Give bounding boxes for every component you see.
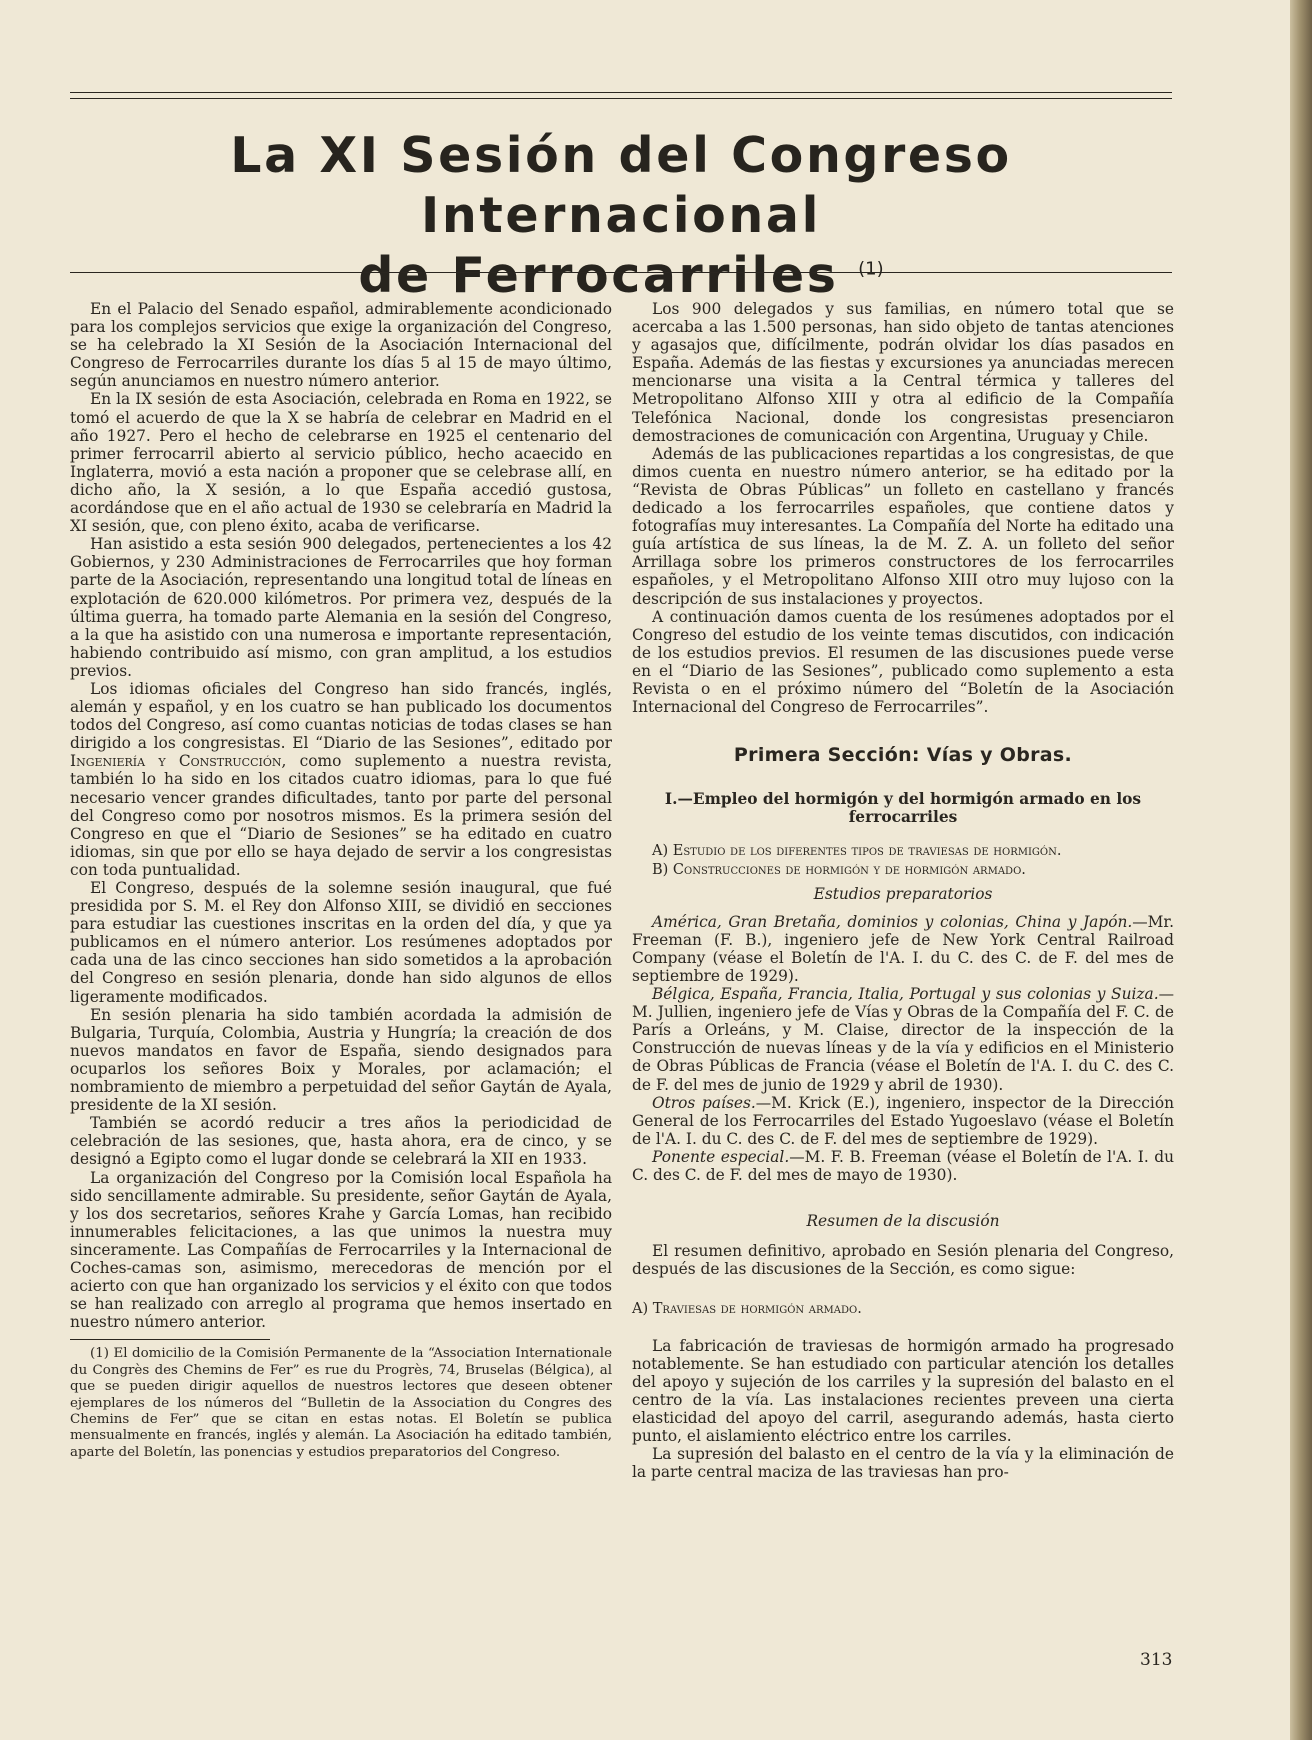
study-text: —Mr. Freeman (F. B.), ingeniero jefe de New York Central Railroad Company (véase el Boletín de l'A. I. du C. des C. de F. del mes de septiembre de 1929). xyxy=(632,912,1174,985)
right-column xyxy=(632,300,1174,1481)
article-title xyxy=(60,126,1182,305)
languages-text-a: Los idiomas oficiales del Congreso han sido francés, inglés, alemán y español, y en los cuatro se han publicado los documentos todos del Congreso, así como cuantas noticias de todas clases se han dirigido a los congresistas. El “Diario de las Sesiones”, editado por xyxy=(70,679,612,753)
right-paragraph: Además de las publicaciones repartidas a los congresistas, de que dimos cuenta en nuestro número anterior, se ha editado por la “Revista de Obras Públicas” un folleto en castellano y francés dedicado a los ferrocarriles españoles, que contiene datos y fotografías muy interesantes. La Compañía del Norte ha editado una guía artística de sus líneas, la de M. Z. A. un folleto del señor Arrillaga sobre los primeros constructores de los ferrocarriles españoles, y el Metropolitano Alfonso XIII otro muy lujoso con la descripción de sus instalaciones y proyectos. xyxy=(632,444,1174,608)
subtopic-b: B) Construcciones de hormigón y de hormigón armado. xyxy=(652,861,1026,878)
left-paragraph: La organización del Congreso por la Comisión local Española ha sido sencillamente admirable. Su presidente, señor Gaytán de Ayala, y los dos secretarios, señores Krahe y García Lomas, han recibido innumerables felicitaciones, a las que unimos la nuestra muy sinceramente. Las Compañías de Ferrocarriles y la Internacional de Coches-camas son, asimismo, merecedoras de mención por el acierto con que han organizado los servicios y el éxito con que todos se han realizado con arreglo al programa que hemos insertado en nuestro número anterior. xyxy=(70,1168,612,1332)
footnote-rule xyxy=(70,1339,270,1340)
study-text: —M. Krick (E.), ingeniero, inspector de la Dirección General de los Ferrocarriles del Estado Yugoeslavo (véase el Boletín de l'A. I. du C. des C. de F. del mes de septiembre de 1929). xyxy=(632,1093,1174,1148)
section-heading: Primera Sección: Vías y Obras. xyxy=(733,744,1073,767)
left-paragraph: Han asistido a esta sesión 900 delegados, pertenecientes a los 42 Gobiernos, y 230 Administraciones de Ferrocarriles que hoy forman parte de la Asociación, representando una longitud total de líneas en explotación de 620.000 kilómetros. Por primera vez, después de la última guerra, ha tomado parte Alemania en la sesión del Congreso, a la que ha asistido con una numerosa e importante representación, habiendo contribuido así mismo, con gran amplitud, a los estudios previos. xyxy=(70,535,612,680)
left-paragraph: El Congreso, después de la solemne sesión inaugural, que fué presidida por S. M. el Rey don Alfonso XIII, se dividió en secciones para estudiar las cuestiones inscritas en la orden del día, y que ya publicamos en el número anterior. Los resúmenes adoptados por cada una de las cinco secciones han sido sometidos a la aprobación del Congreso en sesión plenaria, donde han sido algunos de ellos ligeramente modificados. xyxy=(70,879,612,1006)
study-region: Bélgica, España, Francia, Italia, Portugal y sus colonias y Suiza. xyxy=(652,985,1159,1004)
summary-heading: Resumen de la discusión xyxy=(806,1212,1000,1231)
left-paragraph: También se acordó reducir a tres años la periodicidad de celebración de las sesiones, que, hasta ahora, era de cinco, y se designó a Egipto como el lugar donde se celebrará la XII en 1933. xyxy=(70,1114,612,1169)
footnote: (1) El domicilio de la Comisión Permanente de la “Association Internationale du Congrès des Chemins de Fer” es rue du Progrès, 74, Bruselas (Bélgica), al que se pueden dirigir aquellos de nuestros lectores que deseen obtener ejemplares de los números del “Bulletin de la Association du Congres des Chemins de Fer” que se citan en estas notas. El Boletín se publica mensualmente en francés, inglés y alemán. La Asociación ha editado también, aparte del Boletín, las ponencias y estudios preparatorios del Congreso. xyxy=(70,1346,612,1460)
summary-subheading: A) Traviesas de hormigón armado. xyxy=(632,1301,862,1318)
topic-heading: I.—Empleo del hormigón y del hormigón armado en los ferrocarriles xyxy=(664,790,1142,827)
top-rule-1 xyxy=(70,92,1172,93)
study-region: Ponente especial. xyxy=(652,1147,790,1166)
magazine-name: Ingeniería y Construcción xyxy=(70,752,282,771)
summary-paragraph: La fabricación de traviesas de hormigón armado ha progresado notablemente. Se han estudiado con particular atención los detalles del apoyo y sujeción de los carriles y la supresión del balasto en el centro de la vía. Las instalaciones recientes preveen una cierta elasticidad del apoyo del carril, asegurando además, hasta cierto punto, el aislamiento eléctrico entre los carriles. xyxy=(632,1336,1174,1445)
subtopic-a: A) Estudio de los diferentes tipos de traviesas de hormigón. xyxy=(652,843,1062,860)
study-entry xyxy=(632,1148,1174,1184)
study-text: —M. F. B. Freeman (véase el Boletín de l'A. I. du C. des C. de F. del mes de mayo de 1930). xyxy=(632,1147,1174,1185)
left-paragraph: En la IX sesión de esta Asociación, celebrada en Roma en 1922, se tomó el acuerdo de que la X se habría de celebrar en Madrid en el año 1927. Pero el hecho de celebrarse en 1925 el centenario del primer ferrocarril abierto al servicio público, hecho acaecido en Inglaterra, movió a esta nación a proponer que se celebrase allí, en dicho año, la X sesión, a lo que España accedió gustosa, acordándose que en el año actual de 1930 se celebraría en Madrid la XI sesión, que, con pleno éxito, acaba de verificarse. xyxy=(70,390,612,536)
title-line-1: La XI Sesión del Congreso Internacional xyxy=(230,127,1012,244)
left-column xyxy=(70,300,612,1461)
bottom-title-rule xyxy=(70,272,1172,273)
summary-paragraph: La supresión del balasto en el centro de la vía y la eliminación de la parte central maciza de las traviesas han pro- xyxy=(632,1445,1174,1482)
title-line-2-text: de Ferrocarriles xyxy=(358,246,839,304)
page-binding-edge xyxy=(1290,0,1312,1740)
studies-heading: Estudios preparatorios xyxy=(813,884,993,903)
right-paragraph: A continuación damos cuenta de los resúmenes adoptados por el Congreso del estudio de los veinte temas discutidos, con indicación de los estudios previos. El resumen de las discusiones puede verse en el “Diario de las Sesiones”, publicado como suplemento a esta Revista o en el próximo número del “Boletín de la Asociación Internacional del Congreso de Ferrocarriles”. xyxy=(632,607,1174,717)
left-paragraph: En el Palacio del Senado español, admirablemente acondicionado para los complejos servicios que exige la organización del Congreso, se ha celebrado la XI Sesión de la Asociación Internacional del Congreso de Ferrocarriles durante los días 5 al 15 de mayo último, según anunciamos en nuestro número anterior. xyxy=(70,300,612,391)
study-entry xyxy=(632,1094,1174,1148)
right-paragraph: Los 900 delegados y sus familias, en número total que se acercaba a las 1.500 personas, han sido objeto de tantas atenciones y agasajos que, difícilmente, podrán olvidar los días pasados en España. Además de las fiestas y excursiones ya anunciadas merecen mencionarse una visita a la Central térmica y talleres del Metropolitano Alfonso XIII y otra al edificio de la Compañía Telefónica Nacional, donde los congresistas presenciaron demostraciones de comunicación con Argentina, Uruguay y Chile. xyxy=(632,300,1174,445)
page-number: 313 xyxy=(1140,1650,1173,1670)
study-entry xyxy=(632,913,1174,985)
top-rule-2 xyxy=(70,98,1172,99)
left-paragraph-languages xyxy=(70,680,612,879)
study-text: —M. Jullien, ingeniero jefe de Vías y Obras de la Compañía del F. C. de París a Orleáns, y M. Claise, director de la inspección de la Construcción de nuevas líneas y de la vía y edificios en el Ministerio de Obras Públicas de Francia (véase el Boletín de l'A. I. du C. des C. de F. del mes de junio de 1929 y abril de 1930). xyxy=(632,985,1174,1094)
study-entry xyxy=(632,985,1174,1094)
title-footnote-ref: (1) xyxy=(858,258,884,280)
summary-intro: El resumen definitivo, aprobado en Sesión plenaria del Congreso, después de las discusiones de la Sección, es como sigue: xyxy=(632,1242,1174,1279)
languages-text-b: , como suplemento a nuestra revista, también lo ha sido en los citados cuatro idiomas, para lo que fué necesario vencer grandes dificultades, tanto por parte del personal del Congreso como por nosotros mismos. Es la primera sesión del Congreso en que el “Diario de Sesiones” se ha editado en cuatro idiomas, sin que por ello se haya dejado de servir a los congresistas con toda puntualidad. xyxy=(70,752,612,879)
title-line-2 xyxy=(60,246,1182,306)
study-region: América, Gran Bretaña, dominios y colonias, China y Japón. xyxy=(652,912,1133,931)
left-paragraph: En sesión plenaria ha sido también acordada la admisión de Bulgaria, Turquía, Colombia, Austria y Hungría; la creación de dos nuevos mandatos en favor de España, siendo designados para ocuparlos los señores Boix y Morales, por aclamación; el nombramiento de miembro a perpetuidad del señor Gaytán de Ayala, presidente de la XI sesión. xyxy=(70,1005,612,1115)
study-region: Otros países. xyxy=(652,1093,756,1112)
